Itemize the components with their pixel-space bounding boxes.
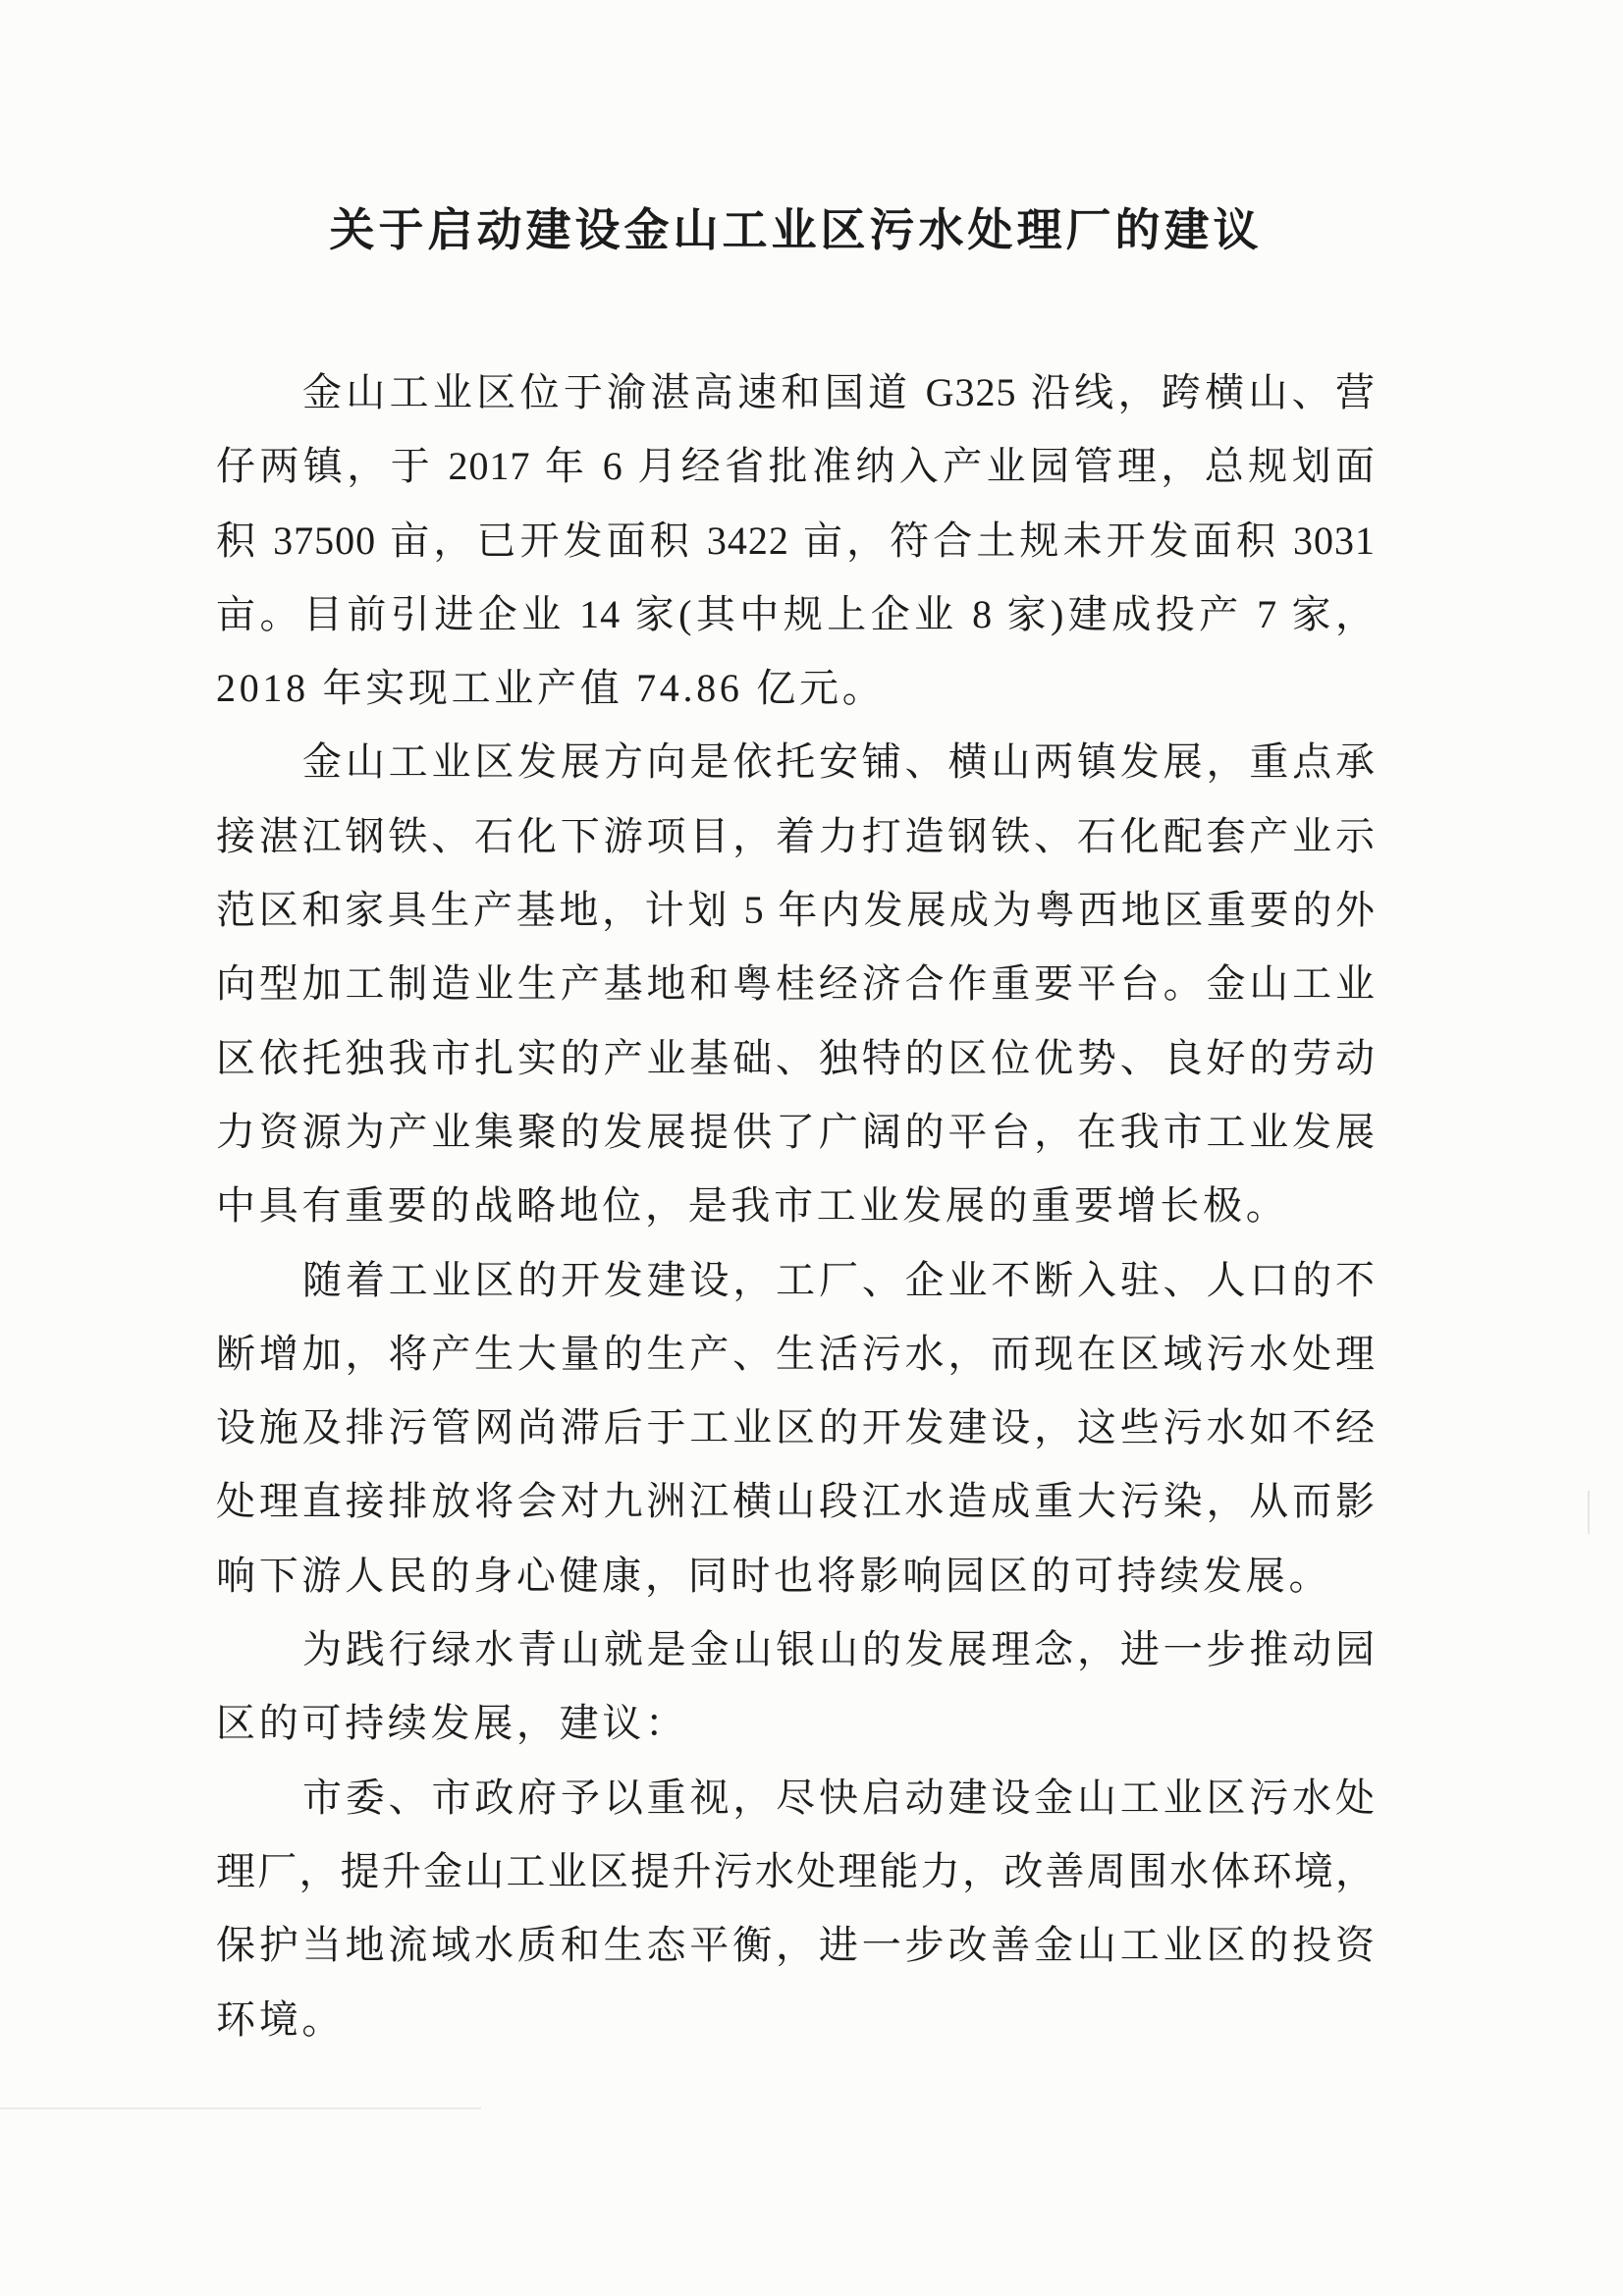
scan-edge-line (0, 2107, 481, 2109)
paragraph-overview (216, 355, 1376, 725)
text-line: 随着工业区的开发建设，工厂、企业不断入驻、人口的不 (302, 1257, 1376, 1302)
text-line: 断增加，将产生大量的生产、生活污水，而现在区域污水处理 (216, 1331, 1376, 1376)
text-line: 金山工业区位于渝湛高速和国道 G325 沿线，跨横山、营 (302, 370, 1376, 414)
paragraph-development (216, 725, 1376, 1242)
text-line: 为践行绿水青山就是金山银山的发展理念，进一步推动园 (302, 1627, 1376, 1672)
text-line: 积 37500 亩，已开发面积 3422 亩，符合土规未开发面积 3031 (216, 518, 1376, 563)
text-line: 力资源为产业集聚的发展提供了广阔的平台，在我市工业发展 (216, 1109, 1376, 1154)
text-line: 保护当地流域水质和生态平衡，进一步改善金山工业区的投资 (216, 1923, 1376, 1968)
text-line: 中具有重要的战略地位，是我市工业发展的重要增长极。 (216, 1183, 1289, 1229)
document-body (216, 355, 1376, 2056)
text-line: 市委、市政府予以重视，尽快启动建设金山工业区污水处 (302, 1775, 1376, 1820)
text-line: 亩。目前引进企业 14 家(其中规上企业 8 家)建成投产 7 家， (216, 591, 1376, 636)
text-line: 范区和家具生产基地，计划 5 年内发展成为粤西地区重要的外 (216, 888, 1376, 933)
paragraph-problem (216, 1243, 1376, 1613)
text-line: 理厂，提升金山工业区提升污水处理能力，改善周围水体环境， (216, 1848, 1376, 1893)
text-line: 响下游人民的身心健康，同时也将影响园区的可持续发展。 (216, 1553, 1332, 1598)
text-line: 2018 年实现工业产值 74.86 亿元。 (216, 666, 886, 711)
text-line: 向型加工制造业生产基地和粤桂经济合作重要平台。金山工业 (216, 961, 1376, 1007)
paragraph-proposal (216, 1761, 1376, 2056)
text-line: 接湛江钢铁、石化下游项目，着力打造钢铁、石化配套产业示 (216, 813, 1376, 858)
text-line: 区的可持续发展，建议： (216, 1701, 688, 1746)
document-title: 关于启动建设金山工业区污水处理厂的建议 (329, 205, 1263, 255)
text-line: 金山工业区发展方向是依托安铺、横山两镇发展，重点承 (302, 739, 1376, 785)
text-line: 设施及排污管网尚滞后于工业区的开发建设，这些污水如不经 (216, 1405, 1376, 1450)
paragraph-purpose (216, 1613, 1376, 1761)
scan-margin-mark (1588, 1491, 1590, 1534)
text-line: 处理直接排放将会对九洲江横山段江水造成重大污染，从而影 (216, 1479, 1376, 1524)
text-line: 环境。 (216, 1996, 346, 2042)
text-line: 区依托独我市扎实的产业基础、独特的区位优势、良好的劳动 (216, 1035, 1376, 1080)
text-line: 仔两镇，于 2017 年 6 月经省批准纳入产业园管理，总规划面 (216, 444, 1376, 489)
